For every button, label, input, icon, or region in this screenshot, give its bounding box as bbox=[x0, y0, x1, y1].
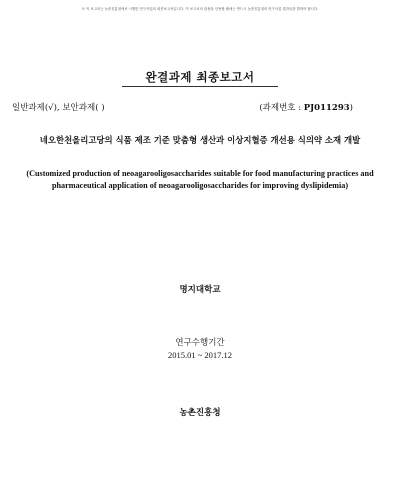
project-number-value: PJ011293 bbox=[303, 103, 350, 113]
general-task-label: 일반과제 bbox=[12, 103, 45, 113]
agency-name: 농촌진흥청 bbox=[179, 408, 221, 418]
task-type-separator: , bbox=[56, 103, 63, 113]
security-task-label: 보안과제 bbox=[62, 103, 96, 113]
project-number bbox=[259, 101, 353, 113]
report-notice: ※ 이 보고서는 농촌진흥청에서 시행한 연구사업의 최종보고서입니다. 이 보고서의 내용을 인용할 때에는 반드시 농촌진흥청의 연구사업 결과임을 밝혀야 합니다. bbox=[81, 7, 319, 11]
project-number-close: ) bbox=[349, 103, 353, 113]
title-underline bbox=[122, 86, 278, 87]
research-period-label: 연구수행기간 bbox=[175, 338, 225, 348]
report-title: 완결과제 최종보고서 bbox=[145, 70, 255, 84]
project-number-label: (과제번호 : bbox=[259, 103, 304, 113]
research-period: 2015.01 ~ 2017.12 bbox=[167, 350, 233, 360]
english-project-title: (Customized production of neoagarooligosaccharides suitable for food manufacturing practices and pharmaceutical application of neoagarooligosaccharides for improving dyslipidemia) bbox=[26, 169, 374, 190]
task-type-line bbox=[12, 101, 105, 113]
institution-name: 명지대학교 bbox=[179, 285, 221, 295]
korean-project-title: 네오한천올리고당의 식품 제조 기준 맞춤형 생산과 이상지혈증 개선용 식의약 소재 개발 bbox=[39, 135, 361, 145]
general-task-mark: (√) bbox=[44, 103, 57, 113]
security-task-mark: ( ) bbox=[95, 103, 105, 113]
